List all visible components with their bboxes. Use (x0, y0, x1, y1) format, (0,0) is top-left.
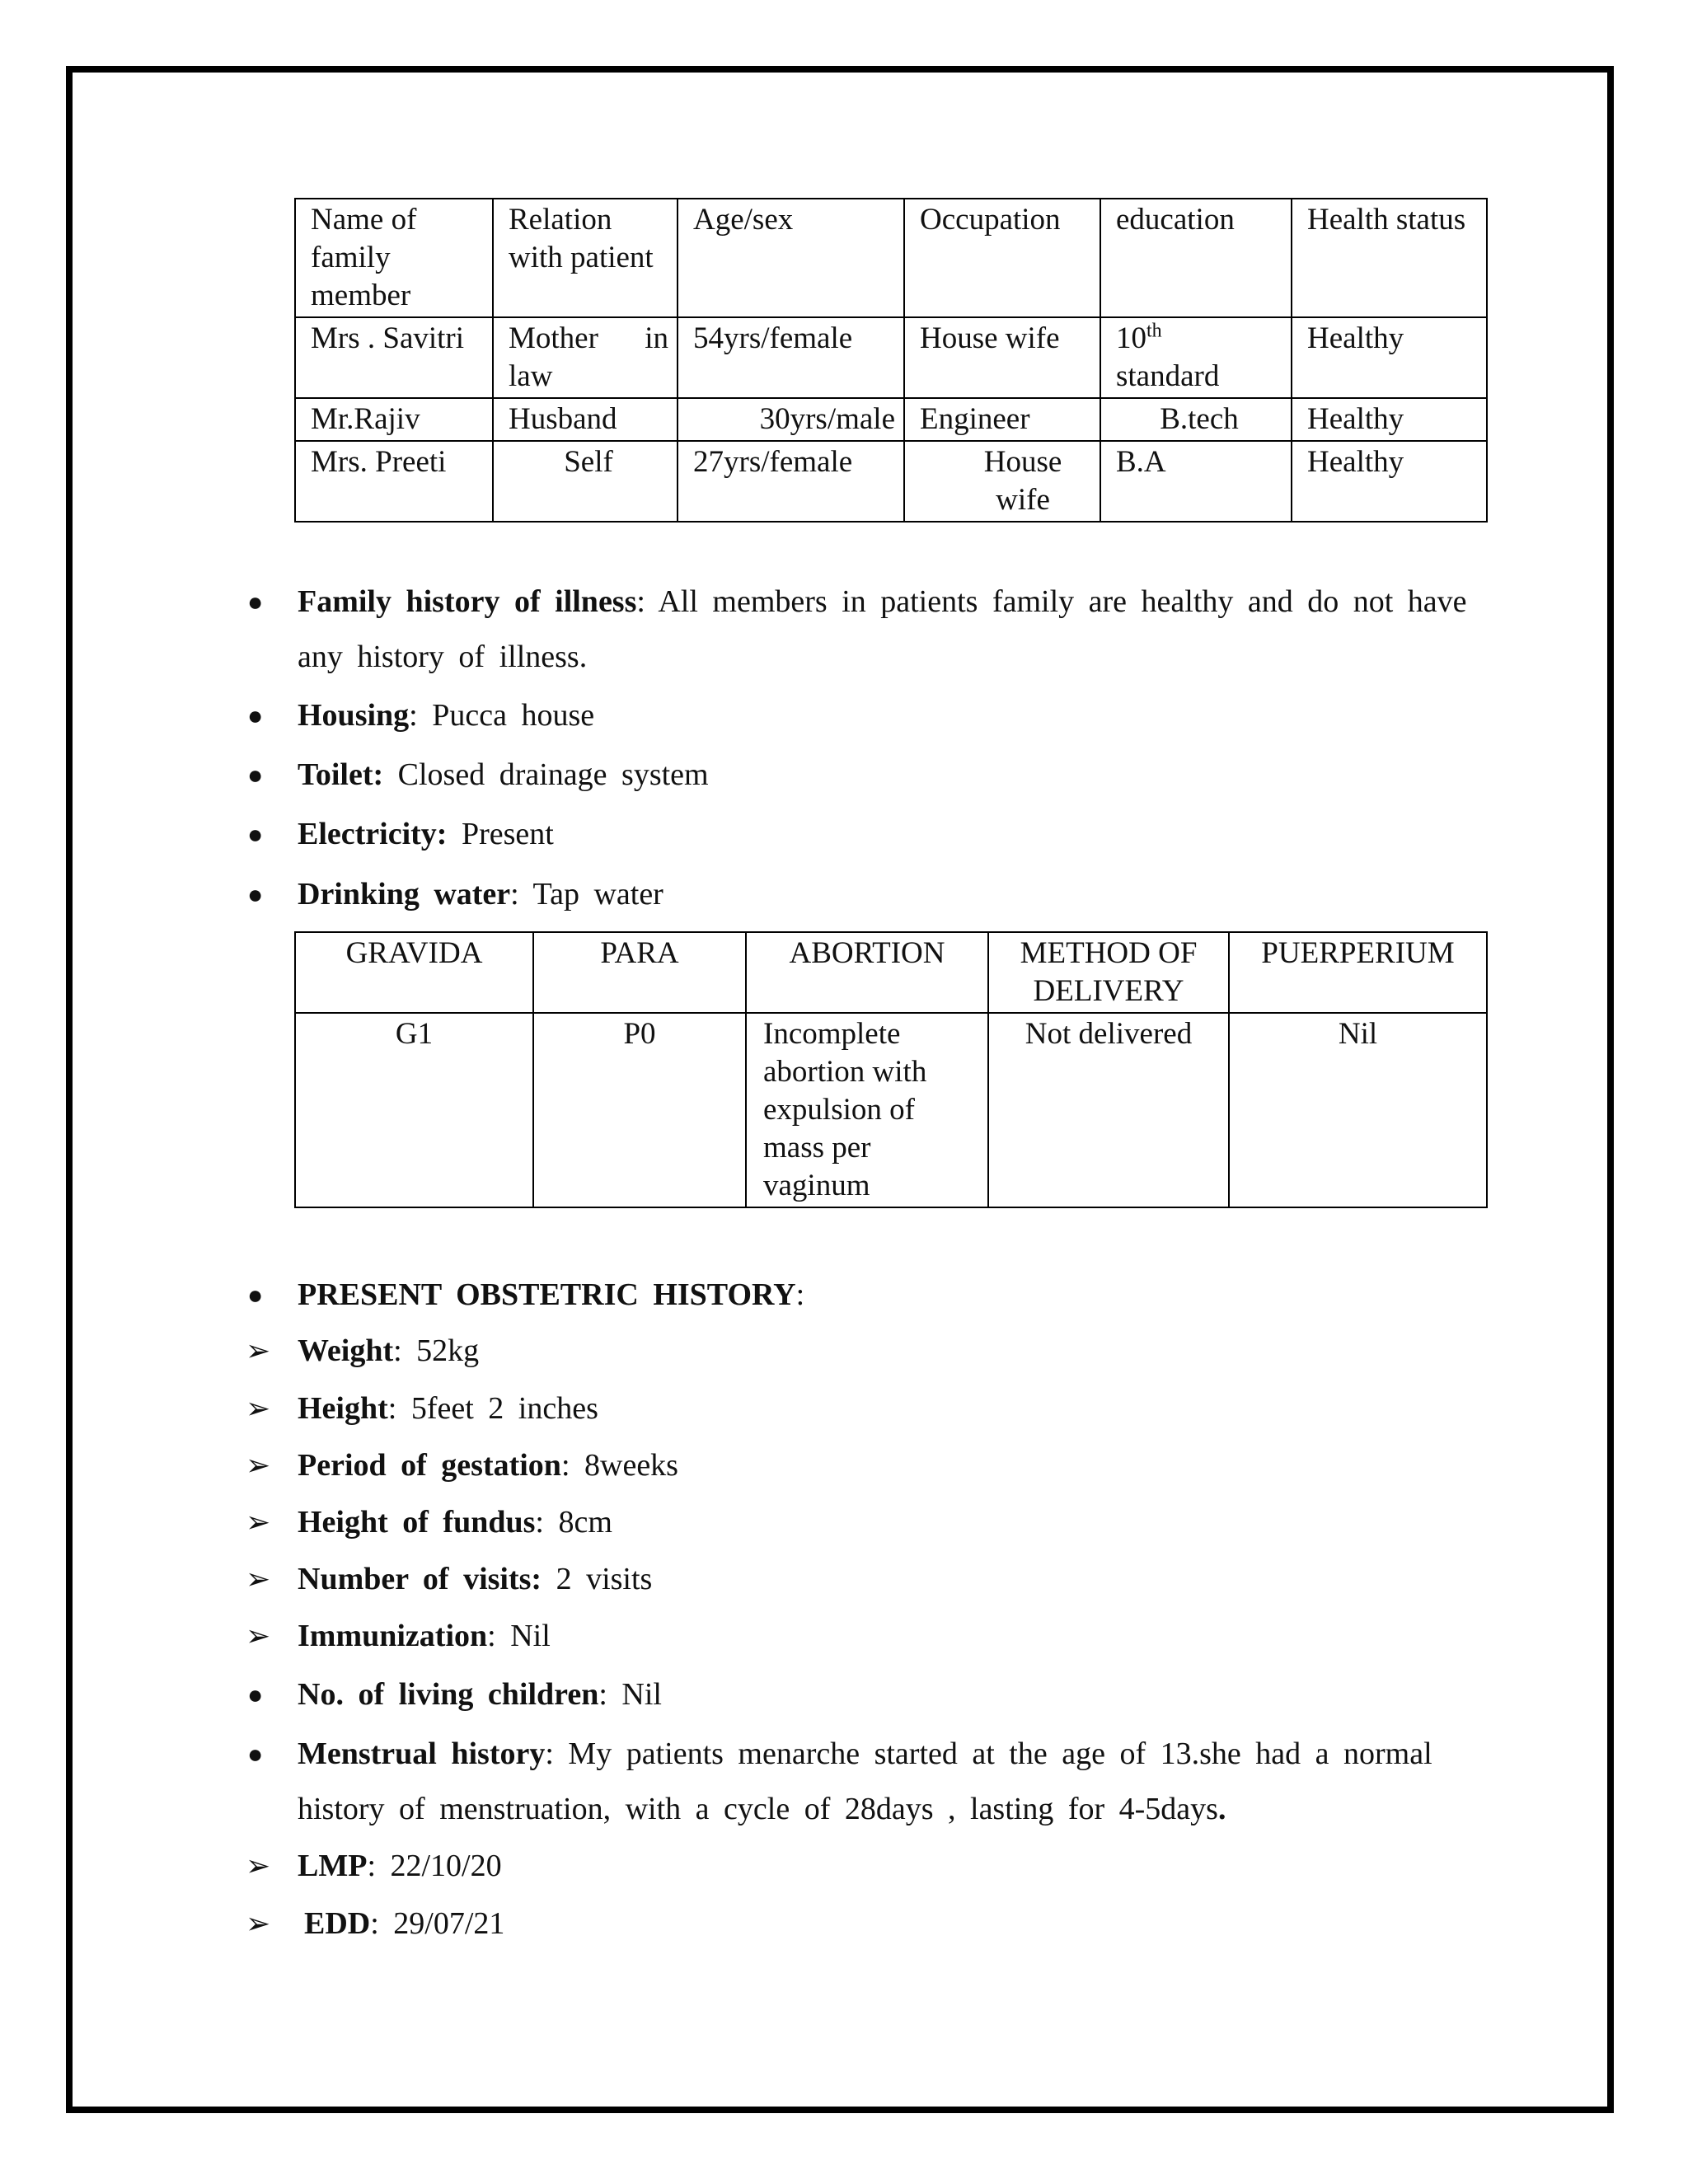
arrow-bullet-icon: ➢ (246, 1506, 271, 1539)
table-row (295, 1013, 1487, 1207)
table-cell: Nil (1229, 1013, 1487, 1207)
toilet-text: Closed drainage system (383, 757, 709, 792)
table-row (295, 398, 1487, 441)
arrow-bullet-icon: ➢ (246, 1849, 271, 1882)
table-row (295, 317, 1487, 398)
edd-line (304, 1904, 504, 1943)
family-history-continuation: any history of illness. (298, 640, 588, 674)
height-label: Height (298, 1391, 388, 1426)
electricity-line (298, 814, 554, 854)
family-history-text: : All members in patients family are healthy and do not have (636, 584, 1467, 619)
table-cell: House wife (904, 441, 1100, 522)
present-history-label: PRESENT OBSTETRIC HISTORY (298, 1277, 796, 1312)
table-header-row (295, 199, 1487, 317)
children-value: : Nil (598, 1677, 662, 1712)
children-line (298, 1675, 662, 1714)
fundus-line (298, 1502, 612, 1542)
visits-value: 2 visits (542, 1562, 653, 1596)
table-cell: B.tech (1100, 398, 1292, 441)
menstrual-continuation (298, 1789, 1226, 1829)
table-cell: Husband (493, 398, 678, 441)
table-cell: Self (493, 441, 678, 522)
water-text: : Tap water (510, 877, 663, 912)
cell-text: standard (1116, 359, 1220, 393)
bullet-icon: ● (247, 701, 264, 730)
bullet-icon: ● (247, 1680, 264, 1709)
edd-value: : 29/07/21 (370, 1906, 505, 1941)
bullet-icon: ● (247, 760, 264, 790)
table-cell: B.A (1100, 441, 1292, 522)
children-label: No. of living children (298, 1677, 599, 1712)
table-cell: Healthy (1292, 317, 1487, 398)
height-line (298, 1389, 598, 1428)
lmp-label: LMP (298, 1849, 368, 1883)
table-cell: Mr.Rajiv (295, 398, 493, 441)
bullet-icon: ● (247, 819, 264, 849)
header-cell: PARA (533, 932, 746, 1013)
arrow-bullet-icon: ➢ (246, 1334, 271, 1367)
cell-text: Mother in law (509, 321, 668, 393)
header-cell: ABORTION (746, 932, 988, 1013)
menstrual-cont-text: history of menstruation, with a cycle of 28days , lasting for 4-5days (298, 1792, 1218, 1826)
table-cell: Not delivered (988, 1013, 1229, 1207)
electricity-text: Present (447, 817, 554, 851)
menstrual-label: Menstrual history (298, 1736, 546, 1771)
header-cell: PUERPERIUM (1229, 932, 1487, 1013)
table-cell: 30yrs/male (678, 398, 904, 441)
arrow-bullet-icon: ➢ (246, 1619, 271, 1652)
arrow-bullet-icon: ➢ (246, 1563, 271, 1596)
superscript: th (1146, 320, 1162, 342)
bullet-icon: ● (247, 1280, 264, 1310)
bullet-icon: ● (247, 587, 264, 616)
height-value: : 5feet 2 inches (387, 1391, 598, 1426)
header-cell: education (1100, 199, 1292, 317)
bullet-icon: ● (247, 1739, 264, 1769)
table-cell (493, 317, 678, 398)
table-cell: Healthy (1292, 398, 1487, 441)
header-cell: Relation with patient (493, 199, 678, 317)
toilet-line (298, 755, 709, 794)
immunization-label: Immunization (298, 1619, 488, 1653)
table-cell: Mrs. Preeti (295, 441, 493, 522)
lmp-value: : 22/10/20 (367, 1849, 502, 1883)
fundus-label: Height of fundus (298, 1505, 536, 1540)
family-history-label: Family history of illness (298, 584, 637, 619)
weight-value: : 52kg (393, 1333, 480, 1368)
arrow-bullet-icon: ➢ (246, 1449, 271, 1482)
arrow-bullet-icon: ➢ (246, 1907, 271, 1940)
electricity-label: Electricity: (298, 817, 448, 851)
housing-line (298, 696, 594, 735)
family-members-table (294, 198, 1488, 523)
obstetric-table (294, 931, 1488, 1208)
edd-label: EDD (304, 1906, 371, 1941)
visits-line (298, 1559, 652, 1599)
lmp-line (298, 1846, 502, 1886)
weight-label: Weight (298, 1333, 394, 1368)
table-cell (1100, 317, 1292, 398)
gestation-value: : 8weeks (560, 1448, 678, 1483)
weight-line (298, 1331, 479, 1371)
bullet-icon: ● (247, 879, 264, 909)
visits-label: Number of visits: (298, 1562, 542, 1596)
present-history-heading (298, 1275, 804, 1315)
header-cell: Age/sex (678, 199, 904, 317)
table-cell: Engineer (904, 398, 1100, 441)
header-cell: Health status (1292, 199, 1487, 317)
immunization-value: : Nil (487, 1619, 551, 1653)
housing-text: : Pucca house (409, 698, 595, 733)
gestation-label: Period of gestation (298, 1448, 561, 1483)
header-cell: METHOD OF DELIVERY (988, 932, 1229, 1013)
fundus-value: : 8cm (535, 1505, 612, 1540)
table-cell: House wife (904, 317, 1100, 398)
gestation-line (298, 1446, 678, 1485)
table-cell: Healthy (1292, 441, 1487, 522)
present-history-colon: : (795, 1277, 805, 1312)
immunization-line (298, 1616, 551, 1656)
water-label: Drinking water (298, 877, 511, 912)
table-cell: Incomplete abortion with expulsion of mass per vaginum (746, 1013, 988, 1207)
menstrual-line (298, 1734, 1432, 1774)
table-header-row (295, 932, 1487, 1013)
housing-label: Housing (298, 698, 410, 733)
table-row (295, 441, 1487, 522)
family-history-line (298, 582, 1467, 621)
table-cell: 27yrs/female (678, 441, 904, 522)
header-cell: Occupation (904, 199, 1100, 317)
cell-text: 10 (1116, 321, 1146, 355)
menstrual-text: : My patients menarche started at the age of 13.she had a normal (545, 1736, 1432, 1771)
header-cell: Name of family member (295, 199, 493, 317)
table-cell: P0 (533, 1013, 746, 1207)
menstrual-end: . (1217, 1792, 1226, 1826)
table-cell: 54yrs/female (678, 317, 904, 398)
arrow-bullet-icon: ➢ (246, 1392, 271, 1425)
water-line (298, 874, 663, 914)
table-cell: Mrs . Savitri (295, 317, 493, 398)
table-cell: G1 (295, 1013, 533, 1207)
toilet-label: Toilet: (298, 757, 384, 792)
header-cell: GRAVIDA (295, 932, 533, 1013)
